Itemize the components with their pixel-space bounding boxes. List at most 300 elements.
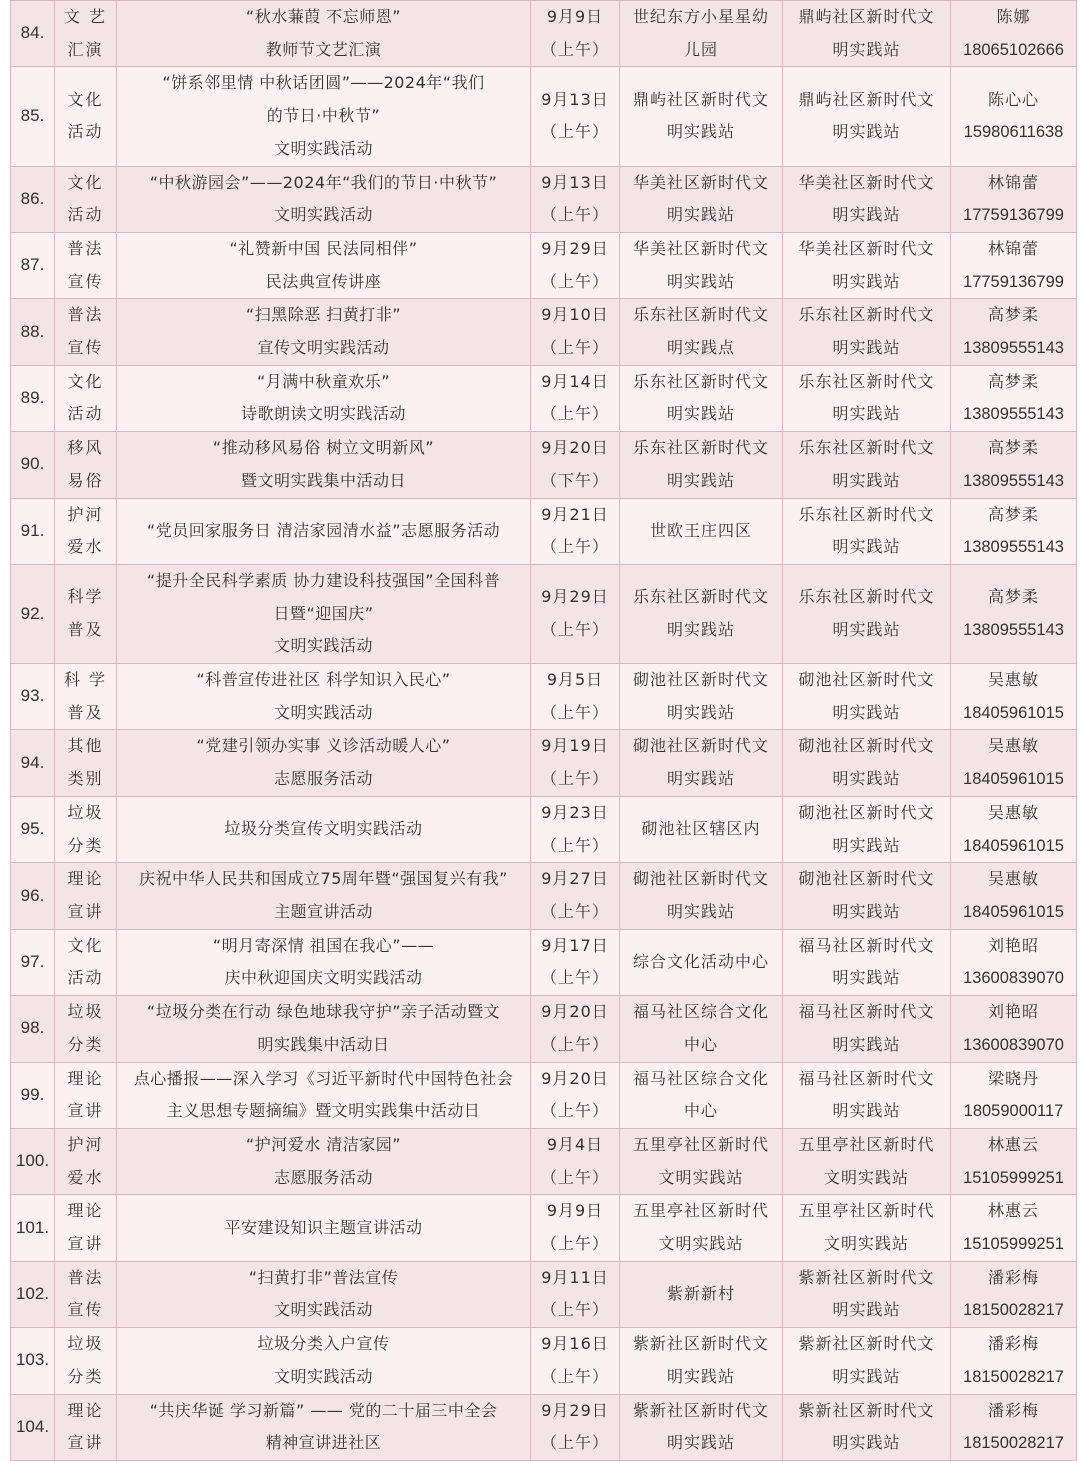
- activity-place-line: 五里亭社区新时代: [632, 1201, 769, 1221]
- organizer-line: 紫新社区新时代文: [798, 1267, 935, 1287]
- table-row: [11, 1128, 1077, 1194]
- activity-title-cell: [117, 1062, 531, 1128]
- activity-place-line: 明实践站: [666, 1366, 735, 1386]
- category-line: 宣讲: [67, 1101, 104, 1121]
- row-number-cell: [11, 1261, 55, 1327]
- organizer-cell: [783, 730, 951, 796]
- activity-title-line: 宣传文明实践活动: [257, 338, 390, 358]
- category-line: 普及: [67, 702, 104, 722]
- table-row: [11, 1328, 1077, 1394]
- activity-title-line: 垃圾分类入户宣传: [257, 1334, 390, 1354]
- organizer-line: 乐东社区新时代文: [798, 371, 935, 391]
- organizer-cell: [783, 299, 951, 365]
- activity-title-line: “明月寄深情 祖国在我心”——: [212, 935, 435, 955]
- activity-time-line: （上午）: [540, 1234, 609, 1254]
- contact-phone: 13809555143: [963, 339, 1064, 358]
- contact-cell: [951, 929, 1077, 995]
- contact-person: 陈心心: [987, 89, 1039, 109]
- contact-person: 林锦蕾: [987, 238, 1039, 258]
- activity-title-line: 平安建设知识主题宣讲活动: [224, 1217, 423, 1237]
- activity-title-cell: [117, 1328, 531, 1394]
- activity-time-line: （下午）: [540, 470, 609, 490]
- contact-phone: 18405961015: [963, 770, 1064, 789]
- row-number: 100.: [15, 1151, 50, 1171]
- category-cell: [55, 1328, 117, 1394]
- contact-person: 林锦蕾: [987, 172, 1039, 192]
- contact-phone: 13809555143: [963, 471, 1064, 490]
- activity-place-line: 紫新社区新时代文: [632, 1334, 769, 1354]
- activity-title-cell: [117, 166, 531, 232]
- activity-time-cell: [531, 432, 620, 498]
- activity-place-line: 明实践站: [666, 901, 735, 921]
- organizer-line: 明实践站: [832, 968, 901, 988]
- row-number: 102.: [15, 1284, 50, 1304]
- category-line: 爱水: [67, 1167, 104, 1187]
- activity-place-cell: [620, 929, 783, 995]
- organizer-line: 砌池社区新时代文: [798, 736, 935, 756]
- category-line: 普法: [67, 1267, 104, 1287]
- activity-time-cell: [531, 166, 620, 232]
- activity-place-line: 乐东社区新时代文: [632, 438, 769, 458]
- category-cell: [55, 432, 117, 498]
- activity-title-line: 点心播报——深入学习《习近平新时代中国特色社会: [133, 1068, 514, 1088]
- activity-place-line: 砌池社区新时代文: [632, 736, 769, 756]
- row-number-cell: [11, 564, 55, 663]
- activity-title-line: “中秋游园会”——2024年“我们的节日·中秋节”: [149, 172, 498, 192]
- activity-title-line: 文明实践活动: [273, 702, 373, 722]
- category-line: 爱水: [67, 537, 104, 557]
- organizer-line: 明实践站: [832, 835, 901, 855]
- contact-cell: [951, 166, 1077, 232]
- activity-title-line: 文明实践活动: [273, 1300, 373, 1320]
- contact-person: 梁晓丹: [987, 1068, 1039, 1088]
- contact-person: 吴惠敏: [987, 736, 1039, 756]
- activity-time-cell: [531, 1128, 620, 1194]
- organizer-cell: [783, 1394, 951, 1460]
- contact-phone: 15980611638: [963, 123, 1064, 142]
- contact-phone: 15105999251: [963, 1235, 1064, 1254]
- activity-place-line: 明实践站: [666, 122, 735, 142]
- category-line: 垃圾: [67, 1334, 104, 1354]
- row-number-cell: [11, 796, 55, 862]
- category-cell: [55, 1394, 117, 1460]
- table-row: [11, 1394, 1077, 1460]
- activity-place-line: 文明实践站: [658, 1234, 744, 1254]
- table-row: [11, 996, 1077, 1062]
- activity-time-line: （上午）: [540, 769, 609, 789]
- activity-title-line: 文明实践活动: [273, 205, 373, 225]
- activity-time-line: 9月16日: [541, 1334, 609, 1354]
- table-row: [11, 730, 1077, 796]
- activity-time-line: 9月13日: [541, 89, 609, 109]
- contact-cell: [951, 365, 1077, 431]
- activity-place-line: 紫新新村: [666, 1284, 735, 1304]
- category-line: 宣传: [67, 271, 104, 291]
- activity-title-line: “饼系邻里情 中秋话团圆”——2024年“我们: [162, 73, 485, 93]
- row-number: 101.: [15, 1217, 50, 1237]
- contact-person: 潘彩梅: [987, 1400, 1039, 1420]
- activity-place-line: 华美社区新时代文: [632, 172, 769, 192]
- activity-title-cell: [117, 730, 531, 796]
- category-line: 护河: [67, 504, 104, 524]
- organizer-line: 明实践站: [832, 271, 901, 291]
- activity-place-line: 乐东社区新时代文: [632, 371, 769, 391]
- contact-cell: [951, 796, 1077, 862]
- organizer-line: 明实践站: [832, 404, 901, 424]
- organizer-line: 明实践站: [832, 769, 901, 789]
- activity-time-line: （上午）: [540, 901, 609, 921]
- activity-place-line: 明实践站: [666, 205, 735, 225]
- row-number: 98.: [20, 1018, 45, 1038]
- activity-time-line: （上午）: [540, 968, 609, 988]
- row-number-cell: [11, 1062, 55, 1128]
- activity-title-cell: [117, 432, 531, 498]
- category-line: 易俗: [67, 470, 104, 490]
- activity-title-line: “扫黄打非”普法宣传: [248, 1267, 399, 1287]
- activity-place-cell: [620, 299, 783, 365]
- row-number-cell: [11, 1128, 55, 1194]
- activity-title-line: 庆中秋迎国庆文明实践活动: [224, 968, 423, 988]
- row-number: 86.: [20, 188, 45, 208]
- activity-time-line: 9月20日: [541, 1002, 609, 1022]
- schedule-rows: [11, 1, 1077, 1461]
- category-cell: [55, 166, 117, 232]
- activity-title-cell: [117, 1195, 531, 1261]
- category-line: 宣传: [67, 338, 104, 358]
- category-line: 活动: [67, 122, 104, 142]
- contact-person: 刘艳昭: [987, 935, 1039, 955]
- table-row: [11, 1195, 1077, 1261]
- activity-place-cell: [620, 1328, 783, 1394]
- category-line: 宣讲: [67, 901, 104, 921]
- organizer-cell: [783, 67, 951, 166]
- table-row: [11, 1062, 1077, 1128]
- row-number-cell: [11, 166, 55, 232]
- table-row: [11, 564, 1077, 663]
- activity-title-cell: [117, 67, 531, 166]
- organizer-line: 鼎屿社区新时代文: [798, 7, 935, 26]
- organizer-line: 明实践站: [832, 1433, 901, 1453]
- activity-place-cell: [620, 432, 783, 498]
- activity-time-line: 9月20日: [541, 438, 609, 458]
- activity-place-cell: [620, 996, 783, 1062]
- activity-time-line: 9月23日: [541, 802, 609, 822]
- contact-person: 陈娜: [996, 7, 1031, 26]
- activity-time-line: 9月9日: [546, 7, 604, 26]
- activity-title-line: 文明实践活动: [273, 1366, 373, 1386]
- activity-place-line: 世纪东方小星星幼: [632, 7, 769, 26]
- activity-place-cell: [620, 1195, 783, 1261]
- category-line: 汇演: [67, 39, 104, 59]
- activity-place-line: 五里亭社区新时代: [632, 1134, 769, 1154]
- activity-time-line: 9月14日: [541, 371, 609, 391]
- organizer-line: 明实践站: [832, 338, 901, 358]
- organizer-line: 明实践站: [832, 122, 901, 142]
- contact-phone: 13809555143: [963, 621, 1064, 639]
- table-row: [11, 166, 1077, 232]
- category-cell: [55, 1195, 117, 1261]
- activity-time-line: 9月29日: [541, 238, 609, 258]
- activity-title-line: “护河爱水 清洁家园”: [245, 1134, 402, 1154]
- category-line: 理论: [67, 1201, 104, 1221]
- activity-place-line: 华美社区新时代文: [632, 238, 769, 258]
- activity-time-line: 9月17日: [541, 935, 609, 955]
- activity-time-line: 9月20日: [541, 1068, 609, 1088]
- contact-phone: 18065102666: [963, 40, 1064, 59]
- organizer-line: 华美社区新时代文: [798, 172, 935, 192]
- activity-time-line: （上午）: [540, 835, 609, 855]
- row-number: 93.: [20, 686, 45, 706]
- activity-time-cell: [531, 664, 620, 730]
- organizer-line: 五里亭社区新时代: [798, 1201, 935, 1221]
- contact-cell: [951, 67, 1077, 166]
- contact-person: 潘彩梅: [987, 1334, 1039, 1354]
- activity-time-line: （上午）: [540, 1101, 609, 1121]
- activity-place-line: 明实践站: [666, 702, 735, 722]
- contact-cell: [951, 730, 1077, 796]
- activity-title-line: 垃圾分类宣传文明实践活动: [224, 819, 423, 839]
- activity-title-line: 文明实践活动: [273, 636, 373, 656]
- category-cell: [55, 299, 117, 365]
- activity-place-cell: [620, 863, 783, 929]
- activity-title-line: 教师节文艺汇演: [265, 39, 382, 59]
- organizer-cell: [783, 796, 951, 862]
- activity-place-line: 紫新社区新时代文: [632, 1400, 769, 1420]
- activity-title-line: “月满中秋童欢乐”: [256, 371, 391, 391]
- contact-person: 高梦柔: [987, 438, 1039, 458]
- activity-place-cell: [620, 67, 783, 166]
- organizer-line: 紫新社区新时代文: [798, 1334, 935, 1354]
- activity-time-cell: [531, 67, 620, 166]
- row-number-cell: [11, 1195, 55, 1261]
- contact-cell: [951, 564, 1077, 663]
- contact-phone: 13809555143: [963, 405, 1064, 424]
- activity-time-line: （上午）: [540, 537, 609, 557]
- organizer-cell: [783, 1062, 951, 1128]
- activity-place-cell: [620, 730, 783, 796]
- activity-time-cell: [531, 1195, 620, 1261]
- activity-time-line: 9月9日: [546, 1201, 604, 1221]
- organizer-line: 砌池社区新时代文: [798, 802, 935, 822]
- activity-title-cell: [117, 863, 531, 929]
- contact-cell: [951, 1062, 1077, 1128]
- contact-person: 吴惠敏: [987, 869, 1039, 889]
- row-number-cell: [11, 432, 55, 498]
- category-line: 科 学: [63, 670, 108, 690]
- category-line: 普法: [67, 305, 104, 325]
- category-line: 理论: [67, 1068, 104, 1088]
- activity-time-cell: [531, 1062, 620, 1128]
- activity-time-cell: [531, 730, 620, 796]
- category-cell: [55, 664, 117, 730]
- row-number-cell: [11, 996, 55, 1062]
- contact-person: 高梦柔: [987, 371, 1039, 391]
- row-number: 84.: [20, 23, 45, 43]
- table-row: [11, 929, 1077, 995]
- category-line: 文化: [67, 935, 104, 955]
- contact-cell: [951, 1261, 1077, 1327]
- contact-person: 吴惠敏: [987, 802, 1039, 822]
- organizer-line: 明实践站: [832, 620, 901, 639]
- organizer-cell: [783, 498, 951, 564]
- table-row: [11, 796, 1077, 862]
- contact-person: 林惠云: [987, 1201, 1039, 1221]
- activity-place-line: 乐东社区新时代文: [632, 305, 769, 325]
- activity-title-cell: [117, 1394, 531, 1460]
- row-number: 99.: [20, 1084, 45, 1104]
- row-number: 88.: [20, 321, 45, 341]
- activity-place-cell: [620, 1, 783, 67]
- activity-place-cell: [620, 365, 783, 431]
- category-line: 活动: [67, 968, 104, 988]
- activity-place-line: 明实践站: [666, 404, 735, 424]
- category-cell: [55, 1062, 117, 1128]
- contact-person: 高梦柔: [987, 305, 1039, 325]
- activity-title-line: 主义思想专题摘编》暨文明实践集中活动日: [166, 1101, 481, 1121]
- activity-time-line: （上午）: [540, 1366, 609, 1386]
- organizer-cell: [783, 1128, 951, 1194]
- activity-title-cell: [117, 1261, 531, 1327]
- contact-cell: [951, 1328, 1077, 1394]
- activity-title-line: “礼赞新中国 民法同相伴”: [229, 238, 418, 258]
- category-cell: [55, 232, 117, 298]
- organizer-cell: [783, 1195, 951, 1261]
- contact-phone: 13600839070: [963, 969, 1064, 988]
- activity-title-cell: [117, 1, 531, 67]
- activity-title-line: 明实践集中活动日: [257, 1034, 390, 1054]
- activity-place-line: 综合文化活动中心: [632, 952, 769, 972]
- row-number: 91.: [20, 520, 45, 540]
- activity-title-cell: [117, 365, 531, 431]
- contact-phone: 17759136799: [963, 272, 1064, 291]
- activity-time-line: 9月4日: [546, 1134, 604, 1154]
- category-cell: [55, 996, 117, 1062]
- activity-place-cell: [620, 1062, 783, 1128]
- category-line: 文化: [67, 371, 104, 391]
- category-cell: [55, 730, 117, 796]
- row-number-cell: [11, 730, 55, 796]
- activity-time-line: （上午）: [540, 1167, 609, 1187]
- category-line: 文化: [67, 172, 104, 192]
- contact-phone: 15105999251: [963, 1168, 1064, 1187]
- table-row: [11, 299, 1077, 365]
- organizer-line: 砌池社区新时代文: [798, 869, 935, 889]
- activity-title-cell: [117, 996, 531, 1062]
- activity-time-cell: [531, 996, 620, 1062]
- activity-time-line: 9月13日: [541, 172, 609, 192]
- activity-title-line: “提升全民科学素质 协力建设科技强国”全国科普: [146, 570, 501, 590]
- contact-cell: [951, 664, 1077, 730]
- activity-place-line: 中心: [683, 1101, 718, 1121]
- category-cell: [55, 929, 117, 995]
- organizer-cell: [783, 166, 951, 232]
- row-number: 87.: [20, 255, 45, 275]
- activity-title-line: “共庆华诞 学习新篇” —— 党的二十届三中全会: [149, 1400, 498, 1420]
- activity-time-cell: [531, 1261, 620, 1327]
- category-cell: [55, 498, 117, 564]
- contact-person: 潘彩梅: [987, 1267, 1039, 1287]
- activity-schedule-table: [10, 0, 1077, 1461]
- activity-title-cell: [117, 299, 531, 365]
- organizer-line: 文明实践站: [823, 1234, 909, 1254]
- row-number-cell: [11, 664, 55, 730]
- category-cell: [55, 1, 117, 67]
- category-line: 普及: [67, 620, 104, 639]
- organizer-line: 乐东社区新时代文: [798, 305, 935, 325]
- category-line: 分类: [67, 835, 104, 855]
- category-line: 理论: [67, 1400, 104, 1420]
- activity-time-line: 9月19日: [541, 736, 609, 756]
- contact-person: 林惠云: [987, 1134, 1039, 1154]
- category-cell: [55, 365, 117, 431]
- category-line: 活动: [67, 404, 104, 424]
- category-line: 宣讲: [67, 1234, 104, 1254]
- activity-title-line: 暨文明实践集中活动日: [240, 470, 406, 490]
- activity-time-line: （上午）: [540, 205, 609, 225]
- activity-title-line: 文明实践活动: [273, 138, 373, 158]
- activity-title-cell: [117, 232, 531, 298]
- organizer-cell: [783, 1, 951, 67]
- activity-place-line: 文明实践站: [658, 1167, 744, 1187]
- organizer-cell: [783, 432, 951, 498]
- activity-time-line: （上午）: [540, 338, 609, 358]
- activity-place-line: 明实践站: [666, 1433, 735, 1453]
- activity-place-cell: [620, 1394, 783, 1460]
- contact-person: 刘艳昭: [987, 1002, 1039, 1022]
- activity-title-cell: [117, 664, 531, 730]
- row-number: 90.: [20, 454, 45, 474]
- organizer-cell: [783, 863, 951, 929]
- activity-title-cell: [117, 564, 531, 663]
- organizer-line: 明实践站: [832, 1101, 901, 1121]
- activity-time-cell: [531, 232, 620, 298]
- activity-place-line: 世欧王庄四区: [649, 520, 752, 540]
- organizer-line: 福马社区新时代文: [798, 935, 935, 955]
- activity-place-line: 明实践站: [666, 620, 735, 639]
- activity-title-line: 志愿服务活动: [273, 1167, 373, 1187]
- category-line: 活动: [67, 205, 104, 225]
- activity-place-line: 儿园: [683, 39, 718, 59]
- organizer-cell: [783, 664, 951, 730]
- activity-title-line: “扫黑除恶 扫黄打非”: [245, 305, 402, 325]
- activity-place-line: 福马社区综合文化: [632, 1068, 769, 1088]
- category-line: 文化: [67, 89, 104, 109]
- activity-place-cell: [620, 166, 783, 232]
- activity-time-line: 9月29日: [541, 587, 609, 607]
- category-cell: [55, 67, 117, 166]
- organizer-cell: [783, 1328, 951, 1394]
- category-cell: [55, 1128, 117, 1194]
- category-line: 科学: [67, 587, 104, 607]
- table-row: [11, 67, 1077, 166]
- activity-title-line: “秋水蒹葭 不忘师恩”: [245, 7, 402, 26]
- organizer-cell: [783, 1261, 951, 1327]
- organizer-line: 明实践站: [832, 205, 901, 225]
- contact-person: 吴惠敏: [987, 670, 1039, 690]
- contact-phone: 18405961015: [963, 902, 1064, 921]
- activity-time-line: 9月10日: [541, 305, 609, 325]
- category-cell: [55, 863, 117, 929]
- activity-place-line: 福马社区综合文化: [632, 1002, 769, 1022]
- activity-time-line: （上午）: [540, 1433, 609, 1453]
- activity-title-line: 精神宣讲进社区: [265, 1433, 382, 1453]
- activity-place-line: 砌池社区新时代文: [632, 670, 769, 690]
- organizer-cell: [783, 365, 951, 431]
- category-line: 垃圾: [67, 1002, 104, 1022]
- organizer-line: 明实践站: [832, 702, 901, 722]
- activity-time-cell: [531, 796, 620, 862]
- organizer-cell: [783, 996, 951, 1062]
